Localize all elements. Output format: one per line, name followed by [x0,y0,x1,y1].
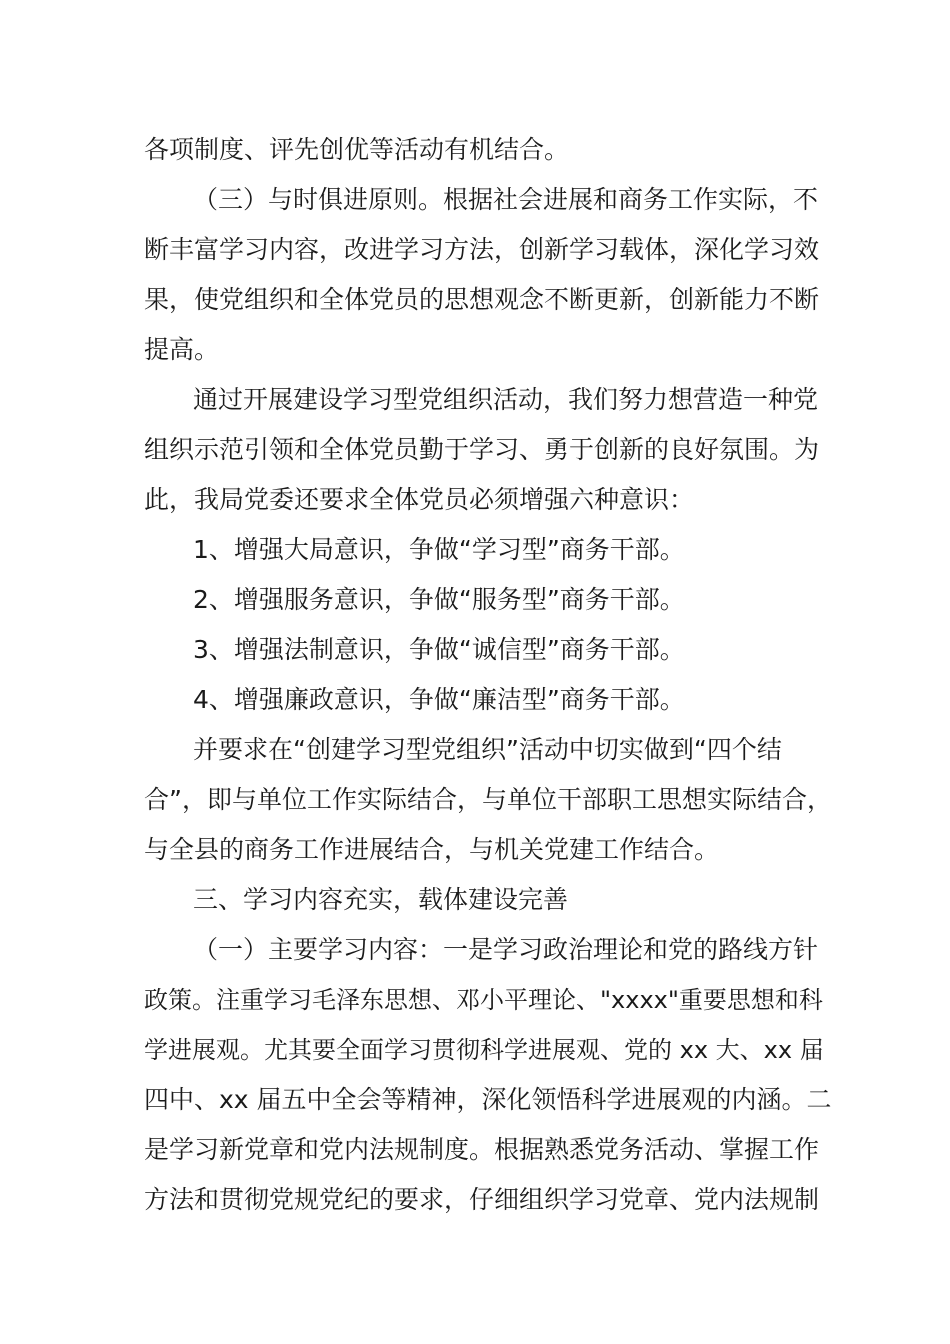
section-heading: 三、学习内容充实，载体建设完善 [193,885,569,914]
text-line: 政策。注重学习毛泽东思想、邓小平理论、"xxxx"重要思想和科 [144,986,823,1014]
text-line: 合”，即与单位工作实际结合，与单位干部职工思想实际结合， [144,785,832,814]
text-line: 提高。 [144,335,220,364]
text-line: 4、增强廉政意识，争做“廉洁型”商务干部。 [193,685,685,714]
text-line: 与全县的商务工作进展结合，与机关党建工作结合。 [144,835,720,864]
text-line: 2、增强服务意识，争做“服务型”商务干部。 [193,585,685,614]
text-line: 学进展观。尤其要全面学习贯彻科学进展观、党的 xx 大、xx 届 [144,1036,824,1064]
text-line: 3、增强法制意识，争做“诚信型”商务干部。 [193,635,685,664]
text-line: 组织示范引领和全体党员勤于学习、勇于创新的良好氛围。为 [144,435,820,464]
text-line: （三）与时俱进原则。根据社会进展和商务工作实际，不 [193,185,819,214]
text-line: 是学习新党章和党内法规制度。根据熟悉党务活动、掌握工作 [144,1135,820,1164]
text-line: 果，使党组织和全体党员的思想观念不断更新，创新能力不断 [144,285,820,314]
text-line: 四中、xx 届五中全会等精神，深化领悟科学进展观的内涵。二 [144,1085,832,1114]
text-line: 断丰富学习内容，改进学习方法，创新学习载体，深化学习效 [144,235,820,264]
text-line: （一）主要学习内容：一是学习政治理论和党的路线方针 [193,935,819,964]
text-line: 通过开展建设学习型党组织活动，我们努力想营造一种党 [193,385,819,414]
text-line: 并要求在“创建学习型党组织”活动中切实做到“四个结 [193,735,782,764]
text-line: 方法和贯彻党规党纪的要求，仔细组织学习党章、党内法规制 [144,1185,820,1214]
text-line: 1、增强大局意识，争做“学习型”商务干部。 [193,535,685,564]
text-line: 此，我局党委还要求全体党员必须增强六种意识： [144,485,695,514]
text-line: 各项制度、评先创优等活动有机结合。 [144,135,570,164]
